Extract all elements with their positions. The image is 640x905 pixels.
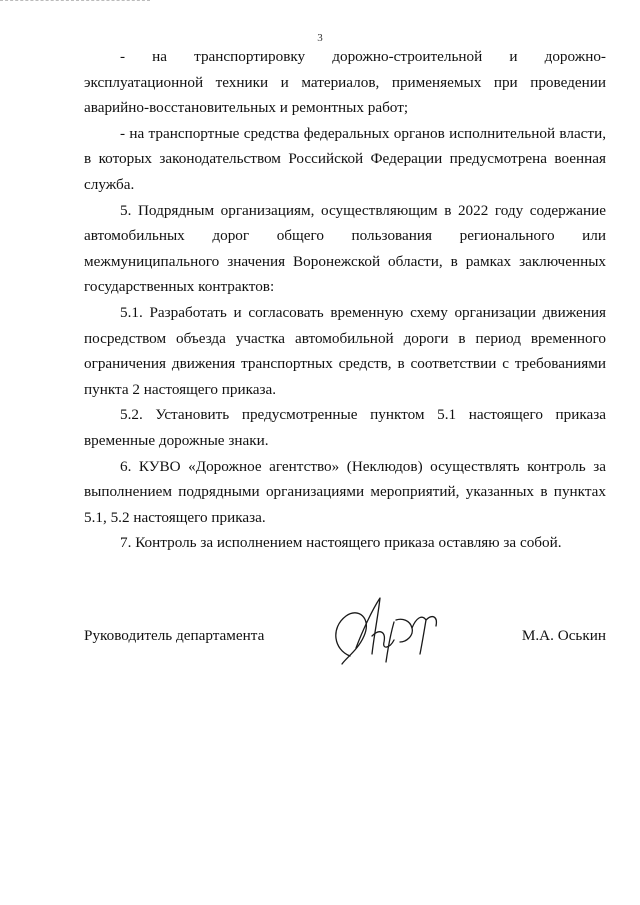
scan-edge-mark (0, 0, 150, 5)
paragraph-transport-machinery: - на транспортировку дорожно-строительной и дорожно-эксплуатационной техники и материалов, применяемых при проведении аварийно-восстановительных и ремонтных работ; (84, 48, 606, 117)
paragraph-7-control: 7. Контроль за исполнением настоящего приказа оставляю за собой. (120, 534, 562, 552)
paragraph-5-contractors: 5. Подрядным организациям, осуществляющим в 2022 году содержание автомобильных дорог общего пользования регионального или межмуниципального значения Воронежской области, в рамках заключенных государственных контрактов: (84, 201, 606, 296)
paragraph-5-2: 5.2. Установить предусмотренные пунктом 5.1 настоящего приказа временные дорожные знаки. (84, 406, 606, 449)
signatory-title: Руководитель департамента (84, 627, 265, 644)
page-number: 3 (317, 32, 323, 44)
signature-block (84, 627, 606, 647)
paragraph-5-1: 5.1. Разработать и согласовать временную схему организации движения посредством объезда участка автомобильной дороги в период временного ограничения движения транспортных средств, в соответствии с требованиями пункта 2 настоящего приказа. (84, 303, 606, 398)
document-body (84, 44, 606, 556)
paragraph-6-control: 6. КУВО «Дорожное агентство» (Неклюдов) осуществлять контроль за выполнением подрядными организациями мероприятий, указанных в пунктах 5.1, 5.2 настоящего приказа. (84, 457, 606, 526)
signatory-name: М.А. Оськин (521, 627, 606, 644)
paragraph-federal-vehicles: - на транспортные средства федеральных органов исполнительной власти, в которых законодательством Российской Федерации предусмотрена военная служба. (84, 124, 606, 193)
